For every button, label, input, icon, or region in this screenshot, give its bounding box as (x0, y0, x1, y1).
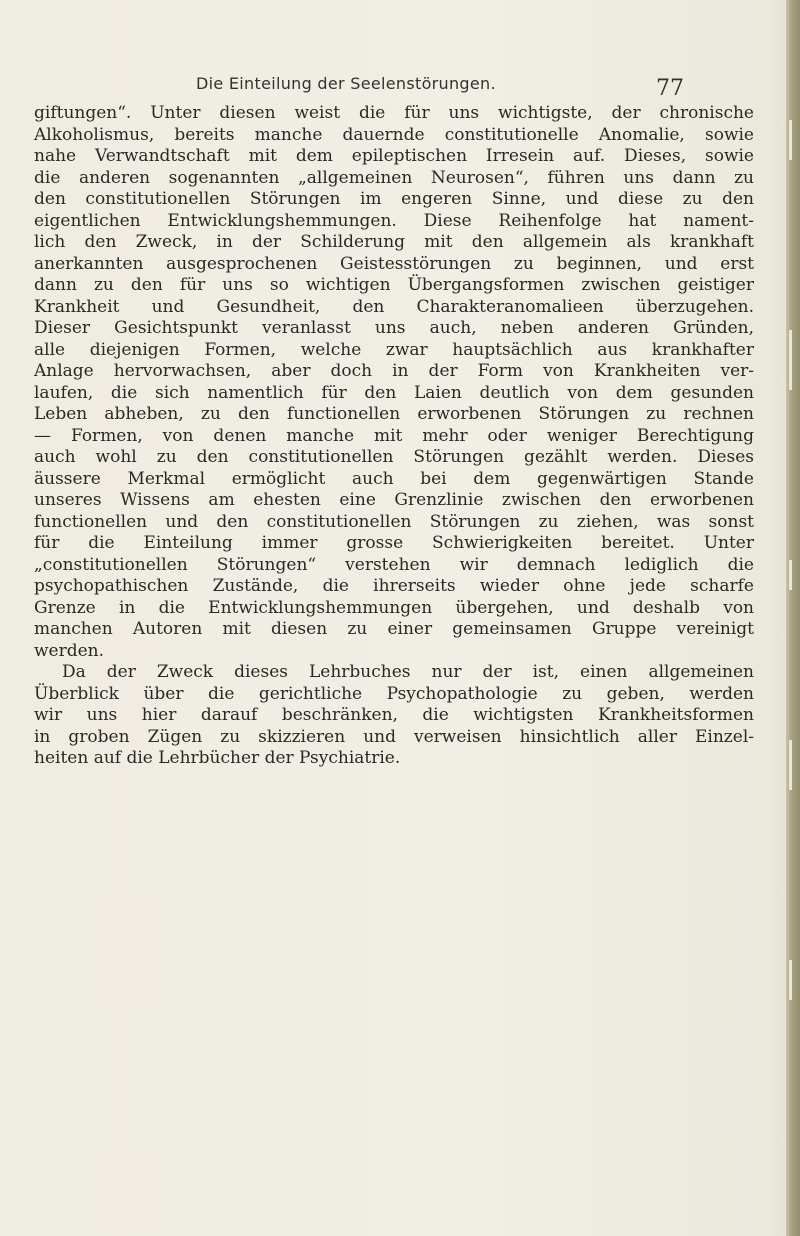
running-title: Die Einteilung der Seelenstörungen. (196, 74, 496, 93)
text-line: für die Einteilung immer grosse Schwierigkeiten bereitet. Unter (34, 533, 754, 553)
text-line: anerkannten ausgesprochenen Geistesstörungen zu beginnen, und erst (34, 253, 754, 274)
text-line: wir uns hier darauf beschränken, die wichtigsten Krankheitsformen (34, 705, 754, 725)
text-line: alle diejenigen Formen, welche zwar hauptsächlich aus krankhafter (34, 339, 754, 360)
text-line: Leben abheben, zu den functionellen erworbenen Störungen zu rechnen (34, 404, 754, 424)
text-line: laufen, die sich namentlich für den Laien deutlich von dem gesunden (34, 382, 754, 403)
page-edge-fringe (789, 560, 792, 590)
text-line: den constitutionellen Störungen im engeren Sinne, und diese zu den (34, 189, 754, 209)
paragraph-end-line: werden. (34, 640, 105, 661)
text-line: nahe Verwandtschaft mit dem epileptischen Irresein auf. Dieses, sowie (34, 146, 754, 166)
page-edge-binding (786, 0, 800, 1236)
text-line: — Formen, von denen manche mit mehr oder weniger Berechtigung (34, 425, 754, 446)
running-head (0, 74, 800, 101)
text-line: Überblick über die gerichtliche Psychopathologie zu geben, werden (34, 683, 754, 704)
text-line: auch wohl zu den constitutionellen Störungen gezählt werden. Dieses (34, 447, 754, 467)
text-line: Grenze in die Entwicklungshemmungen übergehen, und deshalb von (34, 597, 754, 618)
page-edge-fringe (789, 960, 792, 1000)
text-line: lich den Zweck, in der Schilderung mit den allgemein als krankhaft (34, 232, 754, 252)
body-text (34, 103, 754, 770)
text-line: die anderen sogenannten „allgemeinen Neurosen“, führen uns dann zu (34, 167, 754, 188)
text-line: giftungen“. Unter diesen weist die für uns wichtigste, der chronische (34, 103, 754, 123)
text-line: Alkoholismus, bereits manche dauernde constitutionelle Anomalie, sowie (34, 124, 754, 145)
text-line: Dieser Gesichtspunkt veranlasst uns auch, neben anderen Gründen, (34, 318, 754, 338)
text-line: unseres Wissens am ehesten eine Grenzlinie zwischen den erworbenen (34, 490, 754, 510)
text-line: „constitutionellen Störungen“ verstehen wir demnach lediglich die (34, 554, 754, 575)
paragraph-start-line: Da der Zweck dieses Lehrbuches nur der ist, einen allgemeinen (62, 662, 754, 682)
paragraph-end-line: heiten auf die Lehrbücher der Psychiatrie. (34, 748, 401, 768)
text-line: Krankheit und Gesundheit, den Charakteranomalieen überzugehen. (34, 296, 754, 317)
text-line: eigentlichen Entwicklungshemmungen. Diese Reihenfolge hat nament- (34, 210, 754, 231)
text-line: in groben Zügen zu skizzieren und verweisen hinsichtlich aller Einzel- (34, 726, 754, 747)
text-line: manchen Autoren mit diesen zu einer gemeinsamen Gruppe vereinigt (34, 619, 754, 639)
page-edge-fringe (789, 120, 792, 160)
text-line: äussere Merkmal ermöglicht auch bei dem gegenwärtigen Stande (34, 468, 754, 489)
text-line: Anlage hervorwachsen, aber doch in der Form von Krankheiten ver- (34, 361, 754, 381)
text-line: psychopathischen Zustände, die ihrerseits wieder ohne jede scharfe (34, 576, 754, 596)
text-line: dann zu den für uns so wichtigen Übergangsformen zwischen geistiger (34, 275, 754, 295)
page-edge-fringe (789, 740, 792, 790)
text-line: functionellen und den constitutionellen Störungen zu ziehen, was sonst (34, 511, 754, 532)
page-number: 77 (656, 76, 684, 101)
page-edge-fringe (789, 330, 792, 390)
